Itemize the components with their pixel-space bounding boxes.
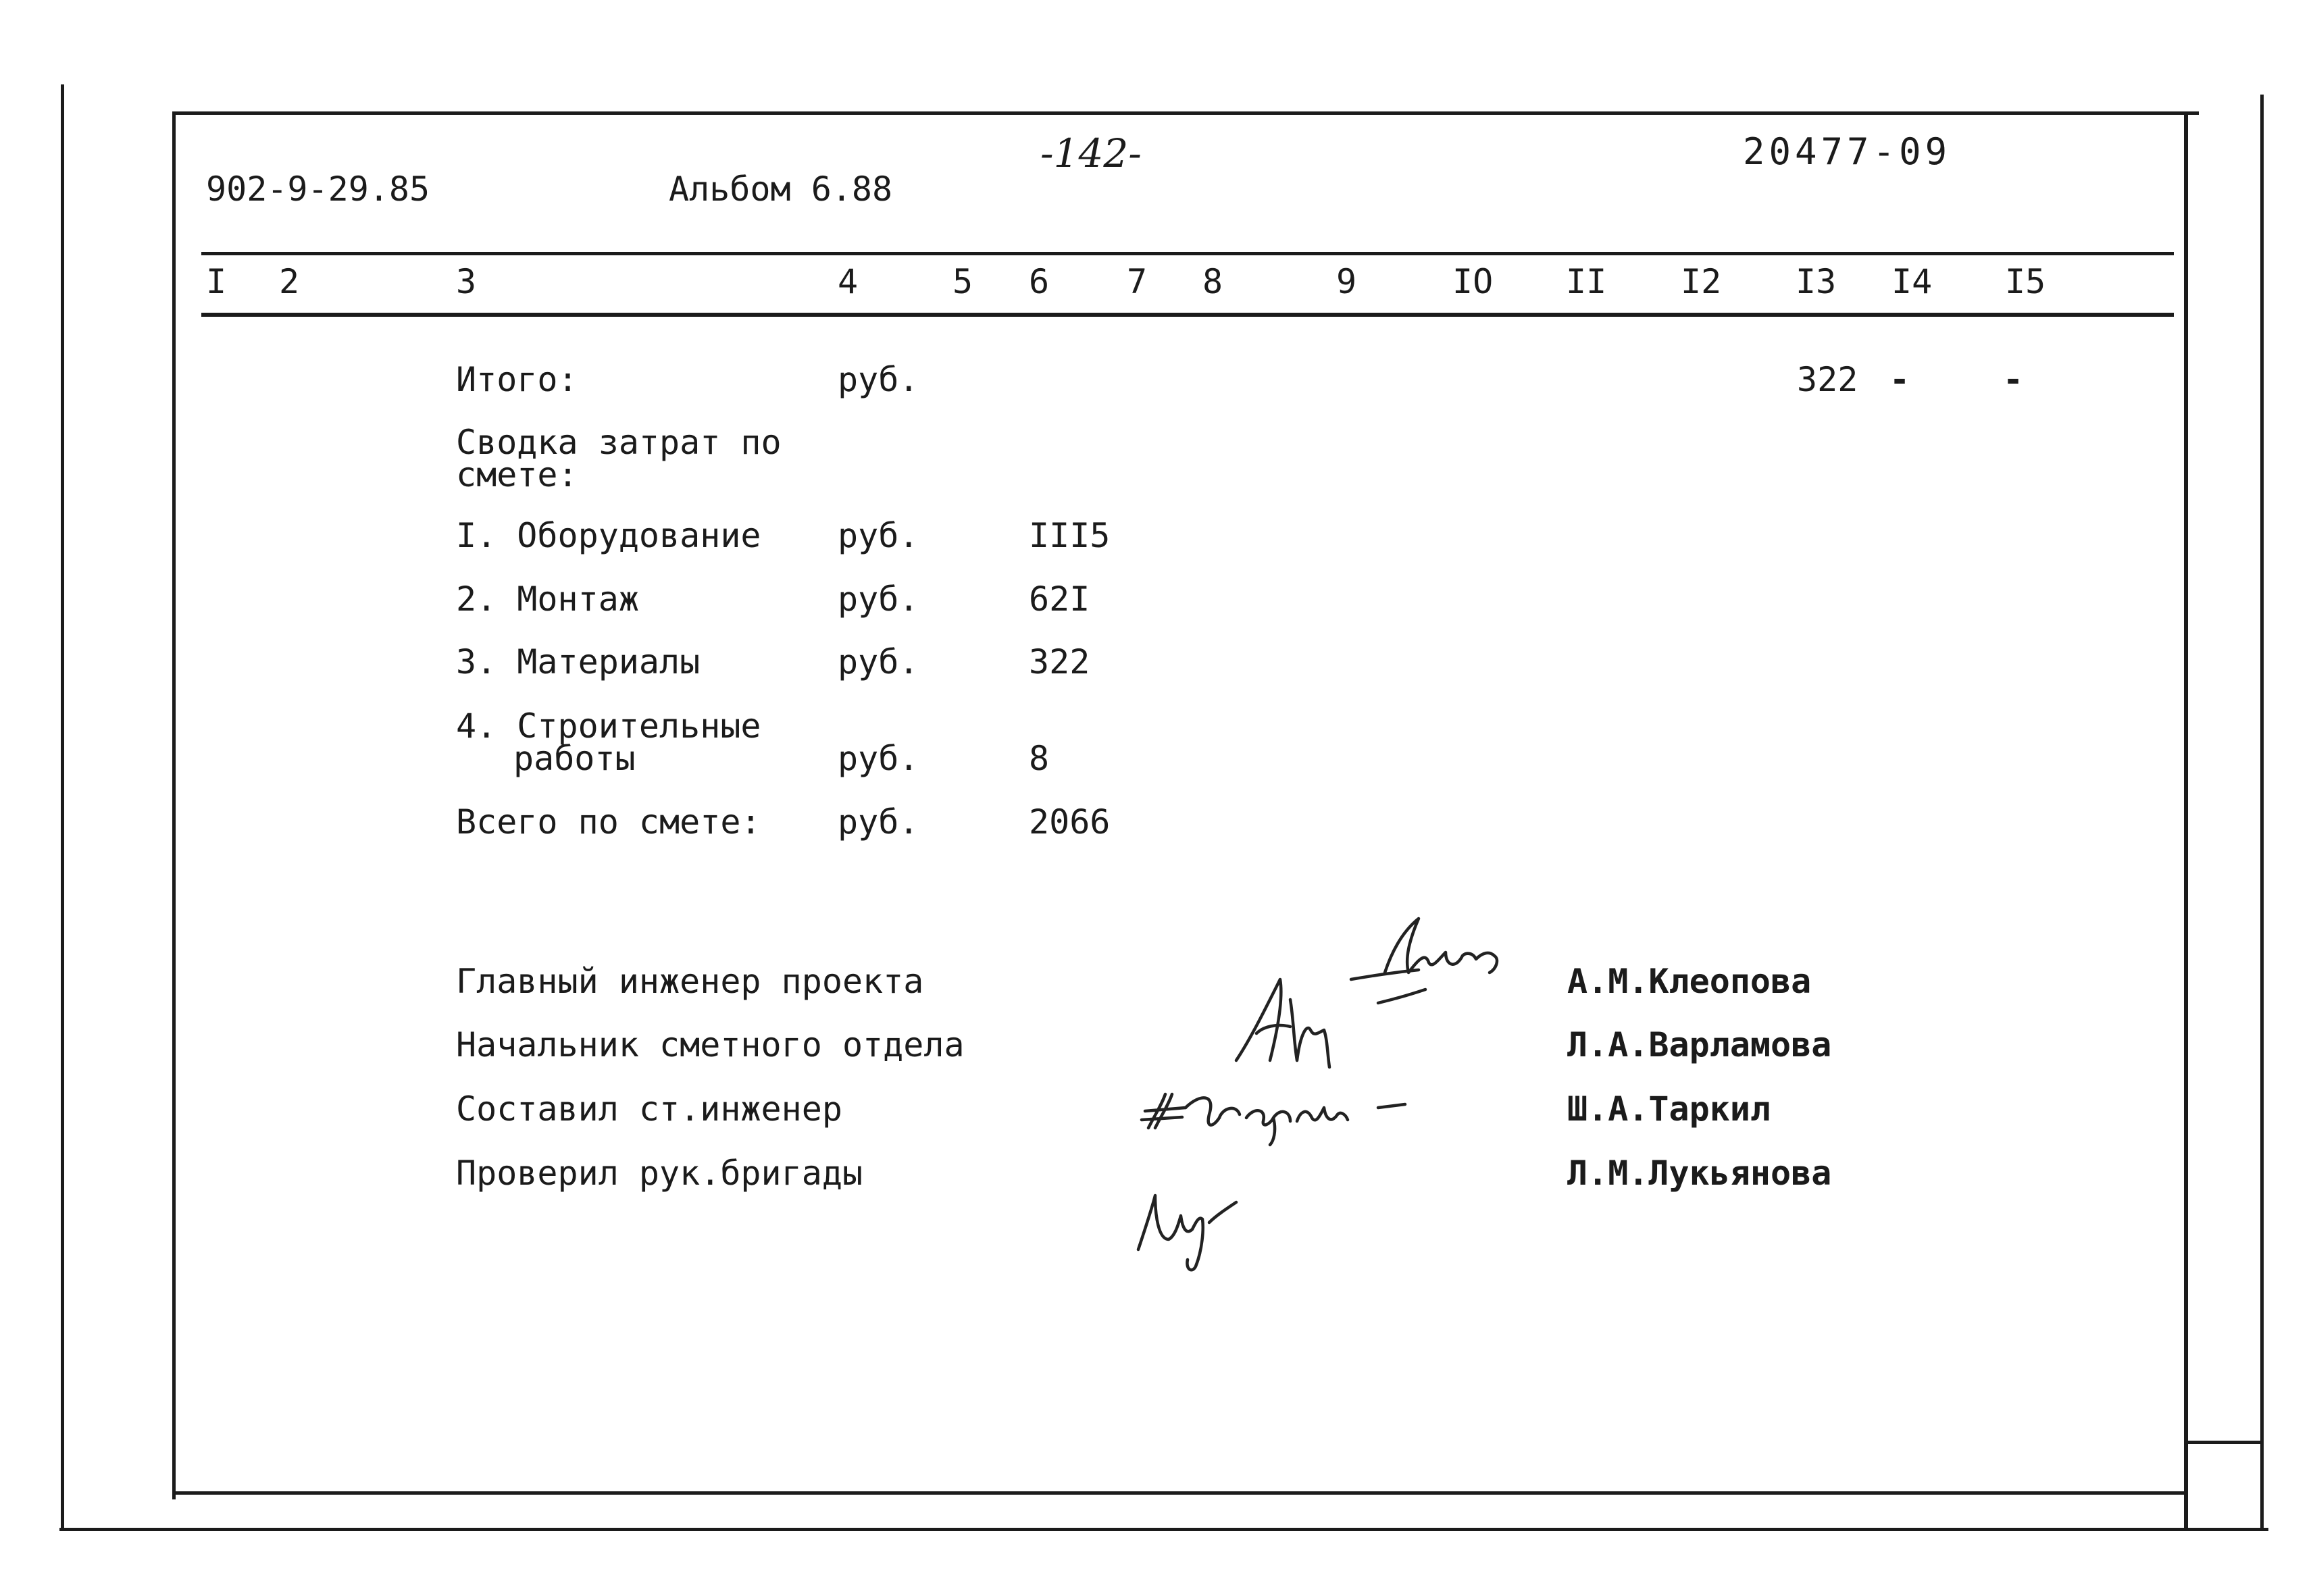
signature-reviewer xyxy=(1128,1175,1263,1277)
signatory-name: Л.А.Варламова xyxy=(1567,1025,1832,1064)
signatory-role: Составил ст.инженер xyxy=(456,1089,842,1129)
total-col15-value: - xyxy=(2003,360,2024,399)
grand-total-value: 2066 xyxy=(1029,802,1111,842)
col-header-7: 7 xyxy=(1127,262,1148,301)
col-header-12: I2 xyxy=(1681,262,1722,301)
frame-left-border xyxy=(172,111,176,1499)
summary-item-label: 3. Материалы xyxy=(456,642,701,681)
summary-item-value: III5 xyxy=(1029,516,1111,555)
summary-item-value: 322 xyxy=(1029,642,1090,681)
total-col13-value: 322 xyxy=(1797,360,1858,399)
frame-right-border xyxy=(2184,111,2188,1528)
outer-left-border xyxy=(61,84,64,1530)
col-header-5: 5 xyxy=(952,262,973,301)
col-header-1: I xyxy=(206,262,227,301)
col-header-10: IO xyxy=(1452,262,1494,301)
signature-compiler xyxy=(1135,1067,1419,1148)
summary-item-unit: руб. xyxy=(838,580,919,619)
col-header-6: 6 xyxy=(1029,262,1050,301)
stamp-box-top xyxy=(2184,1441,2264,1444)
inventory-number: 20477-09 xyxy=(1743,130,1952,173)
outer-bottom-border xyxy=(59,1528,2268,1531)
summary-item-label: 4. Строительные xyxy=(456,706,761,746)
signatory-role: Проверил рук.бригады xyxy=(456,1154,863,1193)
col-header-11: II xyxy=(1566,262,1607,301)
signatory-role: Начальник сметного отдела xyxy=(456,1025,965,1064)
total-col14-value: - xyxy=(1889,360,1910,399)
summary-item-unit: руб. xyxy=(838,739,919,778)
col-header-9: 9 xyxy=(1336,262,1357,301)
signatory-name: Ш.А.Таркил xyxy=(1567,1089,1771,1129)
summary-item-label-line2: работы xyxy=(513,739,636,778)
signatory-role: Главный инженер проекта xyxy=(456,962,924,1001)
total-label: Итого: xyxy=(456,360,578,399)
outer-right-border xyxy=(2260,95,2264,1531)
table-header-top-rule xyxy=(201,252,2174,255)
summary-item-label: 2. Монтаж xyxy=(456,580,639,619)
table-header-bottom-rule xyxy=(201,313,2174,317)
frame-top-border xyxy=(172,111,2199,115)
signatory-name: А.М.Клеопова xyxy=(1567,962,1812,1001)
col-header-2: 2 xyxy=(279,262,300,301)
album-label: Альбом 6.88 xyxy=(669,170,893,209)
summary-heading-line1: Сводка затрат по xyxy=(456,423,782,462)
col-header-3: 3 xyxy=(456,262,477,301)
total-unit: руб. xyxy=(838,360,919,399)
frame-bottom-border xyxy=(172,1491,2187,1495)
summary-item-unit: руб. xyxy=(838,642,919,681)
col-header-8: 8 xyxy=(1202,262,1223,301)
grand-total-label: Всего по смете: xyxy=(456,802,761,842)
col-header-4: 4 xyxy=(838,262,859,301)
summary-item-value: 8 xyxy=(1029,739,1050,778)
summary-item-unit: руб. xyxy=(838,516,919,555)
page-number: -142- xyxy=(1040,130,1142,176)
signatory-name: Л.М.Лукьянова xyxy=(1567,1154,1832,1193)
doc-code: 902-9-29.85 xyxy=(206,170,430,209)
summary-item-value: 62I xyxy=(1029,580,1090,619)
col-header-13: I3 xyxy=(1796,262,1837,301)
col-header-15: I5 xyxy=(2005,262,2046,301)
col-header-14: I4 xyxy=(1891,262,1933,301)
summary-heading-line2: смете: xyxy=(456,455,578,494)
grand-total-unit: руб. xyxy=(838,802,919,842)
signature-estimate-head xyxy=(1223,959,1439,1081)
summary-item-label: I. Оборудование xyxy=(456,516,761,555)
